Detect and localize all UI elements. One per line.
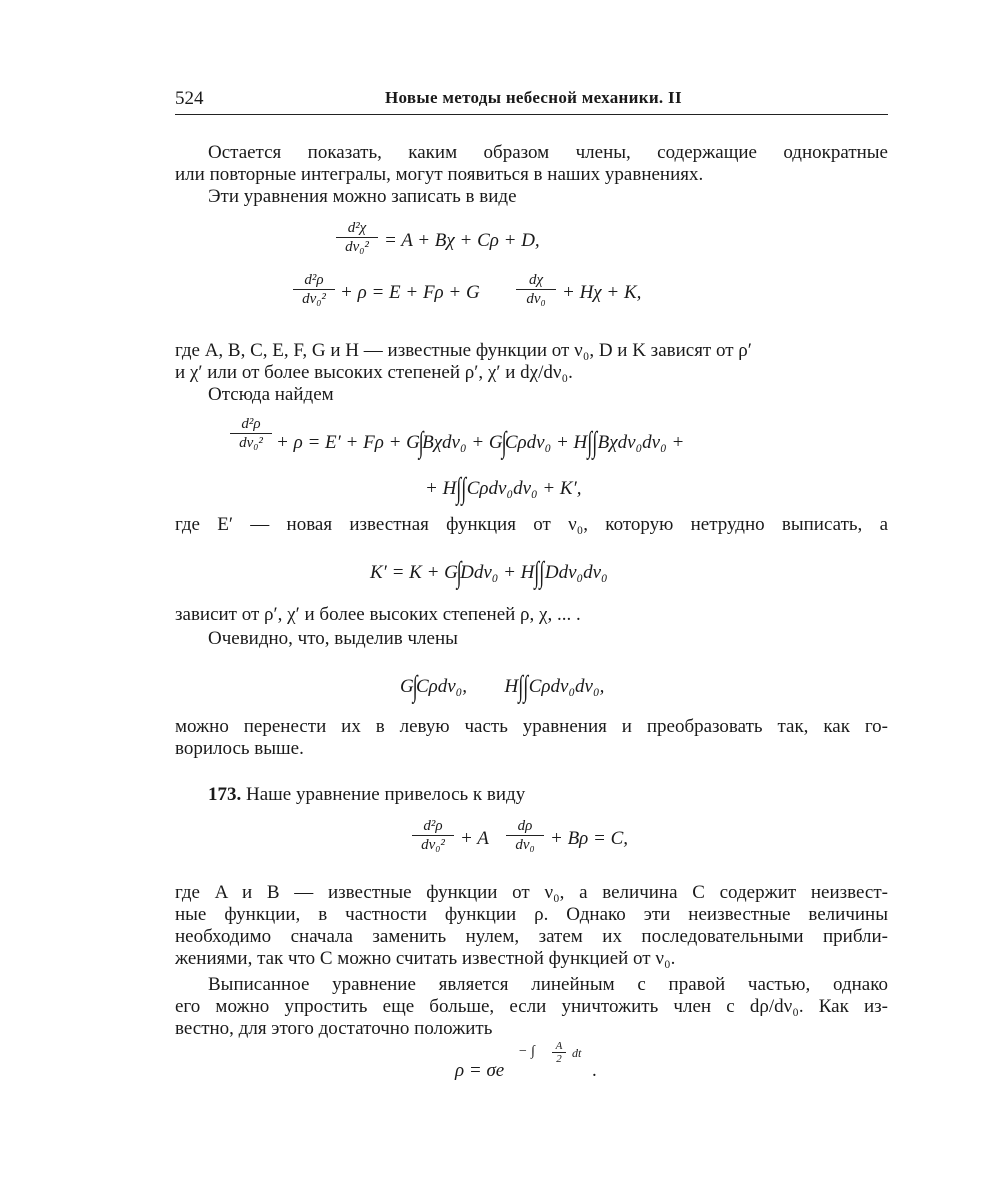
equation-fraction: $\frac{\text{d²ρ}}{\text{dν₀²}}$ <box>412 818 454 854</box>
integral-sign: ∫ <box>412 670 418 703</box>
paragraph-line: где A и B — известные функции от ν₀, а величина C содержит неизвест- <box>175 882 888 903</box>
equation-line <box>276 426 684 460</box>
integral-sign: ∫ <box>501 426 507 459</box>
integral-sign: ∫ <box>418 426 424 459</box>
section-text: Наше уравнение привелось к виду <box>246 784 526 805</box>
equation-term: Cρdν₀dν₀, <box>528 676 605 697</box>
double-integral-sign: ∫∫ <box>518 670 529 703</box>
equation-fraction: $\frac{\text{d²χ}}{\text{dν₀²}}$ <box>336 220 378 256</box>
double-integral-sign: ∫∫ <box>534 556 545 589</box>
equation-term: + Bρ = C, <box>550 828 629 849</box>
paragraph-line: Эти уравнения можно записать в виде <box>208 186 517 207</box>
equation-term: + H <box>425 478 457 499</box>
double-integral-sign: ∫∫ <box>587 426 598 459</box>
equation-term: + ρ = E′ + Fρ + G <box>276 432 420 453</box>
equation-term: Cρdν₀, <box>415 676 468 697</box>
equation-term: + ρ = E + Fρ + G <box>340 282 480 303</box>
paragraph-line: зависит от ρ′, χ′ и более высоких степеней ρ, χ, ... . <box>175 604 581 625</box>
paragraph-line: где A, B, C, E, F, G и H — известные функции от ν₀, D и K зависят от ρ′ <box>175 340 752 361</box>
paragraph-line: жениями, так что C можно считать известной функцией от ν₀. <box>175 948 676 969</box>
equation-term: Ddν₀dν₀ <box>544 562 608 583</box>
equation-fraction: $\frac{A}{2}$ <box>552 1040 566 1065</box>
equation-exponent: − ∫ <box>518 1044 535 1059</box>
paragraph-line: где E′ — новая известная функция от ν₀, которую нетрудно выписать, а <box>175 514 888 535</box>
equation-term: Bχdν₀dν₀ + <box>597 432 685 453</box>
paragraph-line: Очевидно, что, выделив члены <box>208 628 458 649</box>
paragraph-line: вестно, для этого достаточно положить <box>175 1018 493 1039</box>
paragraph-line: Выписанное уравнение является линейным с правой частью, однако <box>208 974 888 995</box>
paragraph-line: и χ′ или от более высоких степеней ρ′, χ′ и dχ/dν₀. <box>175 362 573 383</box>
equation-fraction: $\frac{d\chi}{\text{dν₀}}$ <box>516 272 556 308</box>
equation-term: Cρdν₀dν₀ + K′, <box>466 478 582 499</box>
paragraph-line: можно перенести их в левую часть уравнения и преобразовать так, как го- <box>175 716 888 737</box>
equation-term: Cρdν₀ + H <box>504 432 588 453</box>
equation-term: Bχdν₀ + G <box>422 432 503 453</box>
equation-line <box>370 556 608 590</box>
equation-term: . <box>592 1060 597 1081</box>
equation-term: H <box>504 676 519 697</box>
equation-term: + A <box>460 828 489 849</box>
equation-term: G <box>400 676 414 697</box>
paragraph-line: Остается показать, каким образом члены, содержащие однократные <box>208 142 888 163</box>
equation-term: Ddν₀ + H <box>460 562 535 583</box>
equation-fraction: $\frac{\text{d²ρ}}{\text{dν₀²}}$ <box>230 416 272 452</box>
equation-exponent: dt <box>572 1046 582 1060</box>
equation-line <box>400 670 604 704</box>
section-heading <box>208 784 525 806</box>
paragraph-line: его можно упростить еще больше, если уничтожить член с dρ/dν₀. Как из- <box>175 996 888 1017</box>
equation-fraction: $\frac{d\rho}{\text{dν₀}}$ <box>506 818 544 854</box>
paragraph-line: ворилось выше. <box>175 738 304 759</box>
equation-term: = A + Bχ + Cρ + D, <box>384 230 540 251</box>
equation-line <box>425 472 582 506</box>
paragraph-line: или повторные интегралы, могут появиться в наших уравнениях. <box>175 164 704 185</box>
paragraph-line: необходимо сначала заменить нулем, затем их последовательными прибли- <box>175 926 888 947</box>
running-title: Новые методы небесной механики. II <box>385 88 682 107</box>
integral-sign: ∫ <box>456 556 462 589</box>
paragraph-line: Отсюда найдем <box>208 384 334 405</box>
running-header <box>175 88 888 115</box>
equation-fraction: $\frac{\text{d²ρ}}{\text{dν₀²}}$ <box>293 272 335 308</box>
equation-term: + Hχ + K, <box>562 282 642 303</box>
equation-term: K′ = K + G <box>370 562 458 583</box>
double-integral-sign: ∫∫ <box>456 472 467 505</box>
page-number: 524 <box>175 88 204 109</box>
section-number: 173. <box>208 784 242 805</box>
equation-term: ρ = σe <box>455 1060 505 1081</box>
paragraph-line: ные функции, в частности функции ρ. Однако эти неизвестные величины <box>175 904 888 925</box>
